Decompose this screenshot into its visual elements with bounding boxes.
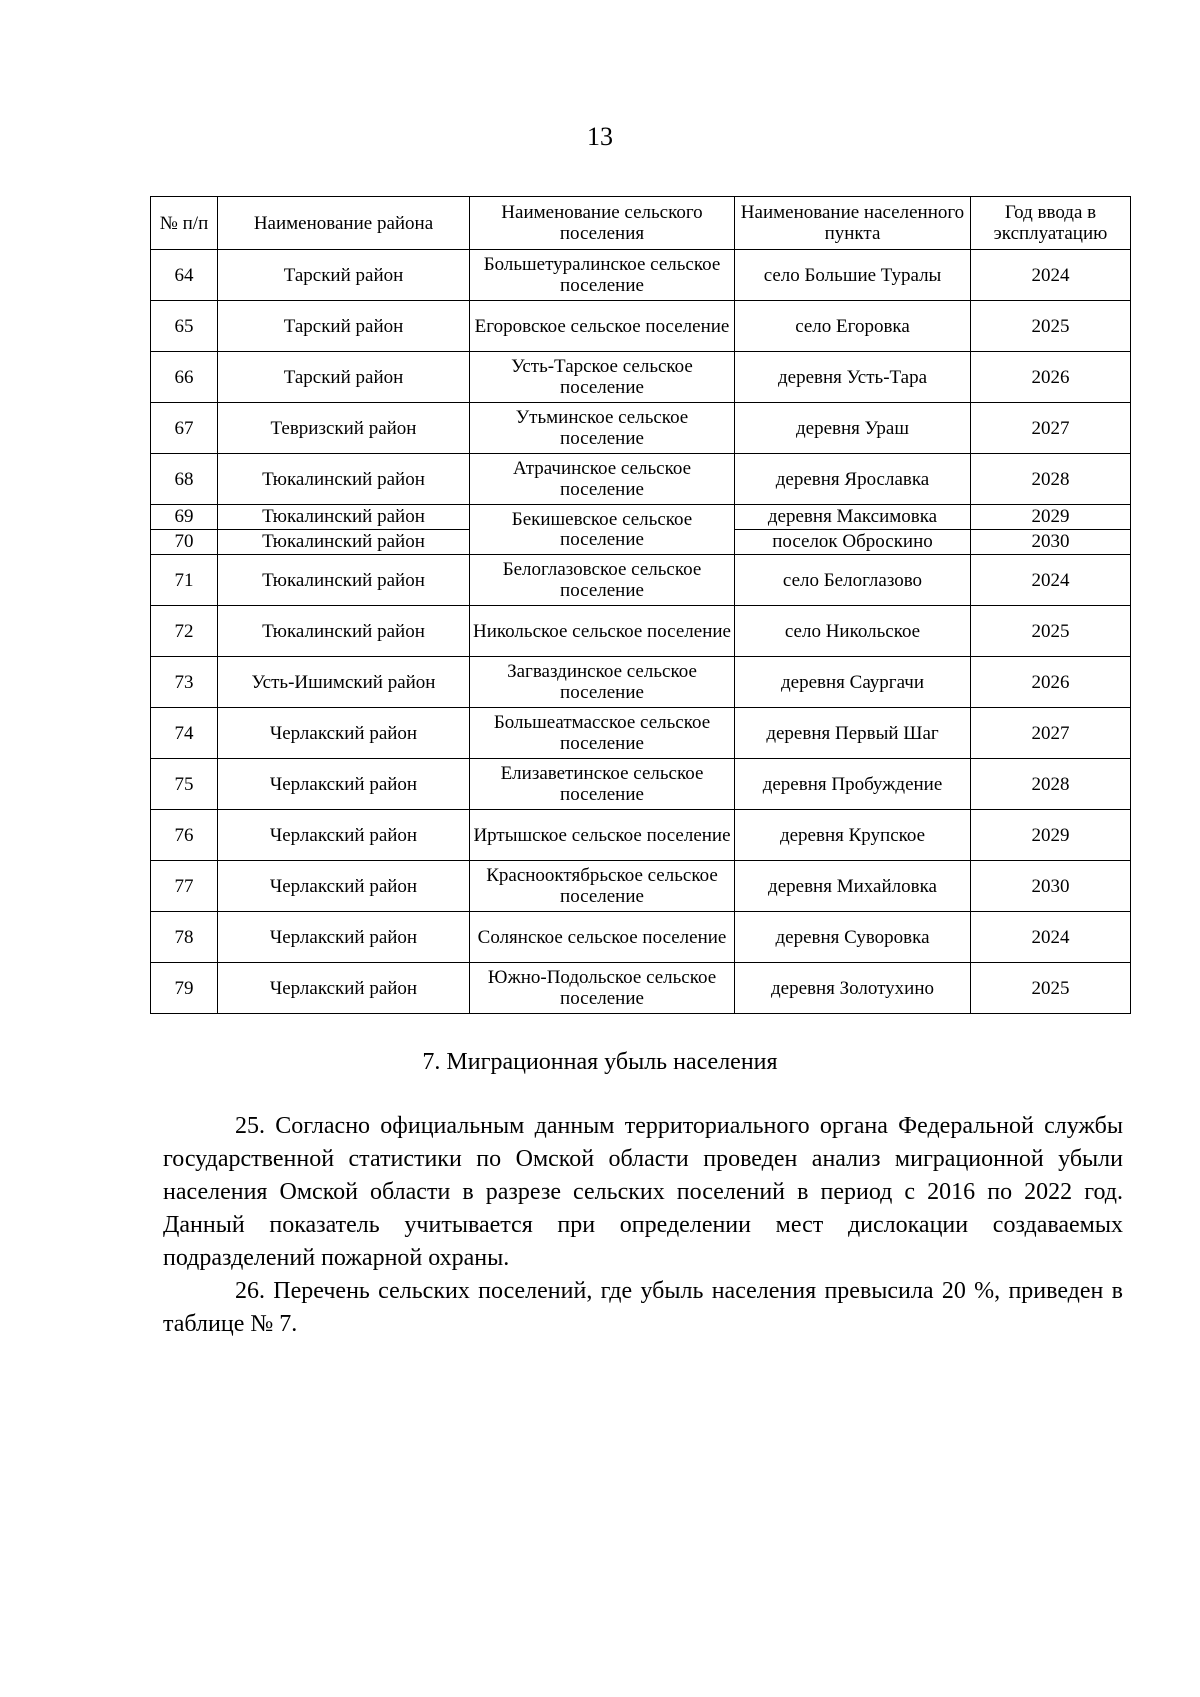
cell-number: 78	[151, 912, 218, 963]
cell-settlement: Иртышское сельское поселение	[470, 810, 735, 861]
cell-settlement: Большетуралинское сельское поселение	[470, 250, 735, 301]
table-row	[151, 352, 1131, 403]
cell-number: 79	[151, 963, 218, 1014]
cell-district: Черлакский район	[218, 708, 470, 759]
cell-locality: деревня Первый Шаг	[735, 708, 971, 759]
cell-year: 2025	[971, 963, 1131, 1014]
cell-locality: деревня Саургачи	[735, 657, 971, 708]
section-heading: 7. Миграционная убыль населения	[422, 1049, 778, 1075]
cell-locality: деревня Ярославка	[735, 454, 971, 505]
cell-settlement: Елизаветинское сельское поселение	[470, 759, 735, 810]
cell-district: Тевризский район	[218, 403, 470, 454]
cell-district: Усть-Ишимский район	[218, 657, 470, 708]
paragraph: 26. Перечень сельских поселений, где убыль населения превысила 20 %, приведен в таблице № 7.	[163, 1278, 1123, 1337]
table-row	[151, 912, 1131, 963]
cell-district: Тюкалинский район	[218, 530, 470, 555]
table-row	[151, 759, 1131, 810]
header-locality: Наименование населенного пункта	[735, 197, 971, 250]
cell-year: 2026	[971, 352, 1131, 403]
cell-locality: деревня Золотухино	[735, 963, 971, 1014]
cell-year: 2024	[971, 912, 1131, 963]
cell-district: Тарский район	[218, 301, 470, 352]
cell-settlement: Краснооктябрьское сельское поселение	[470, 861, 735, 912]
cell-locality: деревня Крупское	[735, 810, 971, 861]
cell-district: Тюкалинский район	[218, 454, 470, 505]
cell-settlement: Солянское сельское поселение	[470, 912, 735, 963]
header-year: Год ввода в эксплуатацию	[971, 197, 1131, 250]
cell-number: 67	[151, 403, 218, 454]
table-row	[151, 657, 1131, 708]
table-row	[151, 505, 1131, 530]
cell-settlement: Усть-Тарское сельское поселение	[470, 352, 735, 403]
cell-locality: деревня Максимовка	[735, 505, 971, 530]
table-row	[151, 454, 1131, 505]
header-number: № п/п	[151, 197, 218, 250]
cell-settlement: Егоровское сельское поселение	[470, 301, 735, 352]
cell-number: 70	[151, 530, 218, 555]
table-row	[151, 708, 1131, 759]
table-row	[151, 301, 1131, 352]
cell-settlement-merged: Бекишевское сельское поселение	[470, 505, 735, 555]
table-row	[151, 555, 1131, 606]
table-row	[151, 250, 1131, 301]
cell-district: Тарский район	[218, 352, 470, 403]
cell-year: 2028	[971, 454, 1131, 505]
cell-settlement: Южно-Подольское сельское поселение	[470, 963, 735, 1014]
cell-settlement: Никольское сельское поселение	[470, 606, 735, 657]
cell-locality: деревня Ураш	[735, 403, 971, 454]
cell-number: 64	[151, 250, 218, 301]
table-header-row	[151, 197, 1131, 250]
cell-locality: деревня Пробуждение	[735, 759, 971, 810]
cell-number: 76	[151, 810, 218, 861]
cell-district: Тюкалинский район	[218, 555, 470, 606]
cell-year: 2030	[971, 530, 1131, 555]
table-row	[151, 963, 1131, 1014]
cell-year: 2030	[971, 861, 1131, 912]
cell-number: 65	[151, 301, 218, 352]
cell-locality: село Большие Туралы	[735, 250, 971, 301]
table-row	[151, 606, 1131, 657]
cell-settlement: Белоглазовское сельское поселение	[470, 555, 735, 606]
cell-number: 73	[151, 657, 218, 708]
cell-number: 68	[151, 454, 218, 505]
cell-year: 2028	[971, 759, 1131, 810]
cell-locality: село Никольское	[735, 606, 971, 657]
paragraph: 25. Согласно официальным данным территориального органа Федеральной службы государственной статистики по Омской области проведен анализ миграционной убыли населения Омской области в разрезе сельских поселений в период с 2016 по 2022 год. Данный показатель учитывается при определении мест дислокации создаваемых подразделений пожарной охраны.	[163, 1113, 1123, 1271]
cell-district: Черлакский район	[218, 759, 470, 810]
body-text	[163, 1110, 1123, 1341]
cell-number: 69	[151, 505, 218, 530]
cell-locality: село Белоглазово	[735, 555, 971, 606]
cell-number: 74	[151, 708, 218, 759]
cell-settlement: Утьминское сельское поселение	[470, 403, 735, 454]
cell-district: Черлакский район	[218, 861, 470, 912]
cell-locality: поселок Оброскино	[735, 530, 971, 555]
cell-locality: деревня Михайловка	[735, 861, 971, 912]
page-number: 13	[587, 122, 613, 151]
header-settlement: Наименование сельского поселения	[470, 197, 735, 250]
cell-year: 2025	[971, 301, 1131, 352]
cell-settlement: Атрачинское сельское поселение	[470, 454, 735, 505]
table-row	[151, 861, 1131, 912]
cell-number: 77	[151, 861, 218, 912]
cell-settlement: Загваздинское сельское поселение	[470, 657, 735, 708]
cell-year: 2029	[971, 810, 1131, 861]
cell-settlement: Большеатмасское сельское поселение	[470, 708, 735, 759]
cell-locality: село Егоровка	[735, 301, 971, 352]
cell-year: 2027	[971, 403, 1131, 454]
cell-year: 2029	[971, 505, 1131, 530]
cell-district: Тюкалинский район	[218, 505, 470, 530]
cell-district: Тарский район	[218, 250, 470, 301]
cell-number: 75	[151, 759, 218, 810]
cell-district: Черлакский район	[218, 810, 470, 861]
table-row	[151, 403, 1131, 454]
table-row	[151, 810, 1131, 861]
cell-year: 2026	[971, 657, 1131, 708]
cell-number: 71	[151, 555, 218, 606]
cell-district: Черлакский район	[218, 963, 470, 1014]
settlements-table	[150, 196, 1131, 1014]
cell-locality: деревня Суворовка	[735, 912, 971, 963]
cell-locality: деревня Усть-Тара	[735, 352, 971, 403]
cell-year: 2025	[971, 606, 1131, 657]
cell-number: 66	[151, 352, 218, 403]
cell-district: Черлакский район	[218, 912, 470, 963]
cell-year: 2024	[971, 555, 1131, 606]
cell-year: 2024	[971, 250, 1131, 301]
cell-number: 72	[151, 606, 218, 657]
cell-district: Тюкалинский район	[218, 606, 470, 657]
cell-year: 2027	[971, 708, 1131, 759]
header-district: Наименование района	[218, 197, 470, 250]
